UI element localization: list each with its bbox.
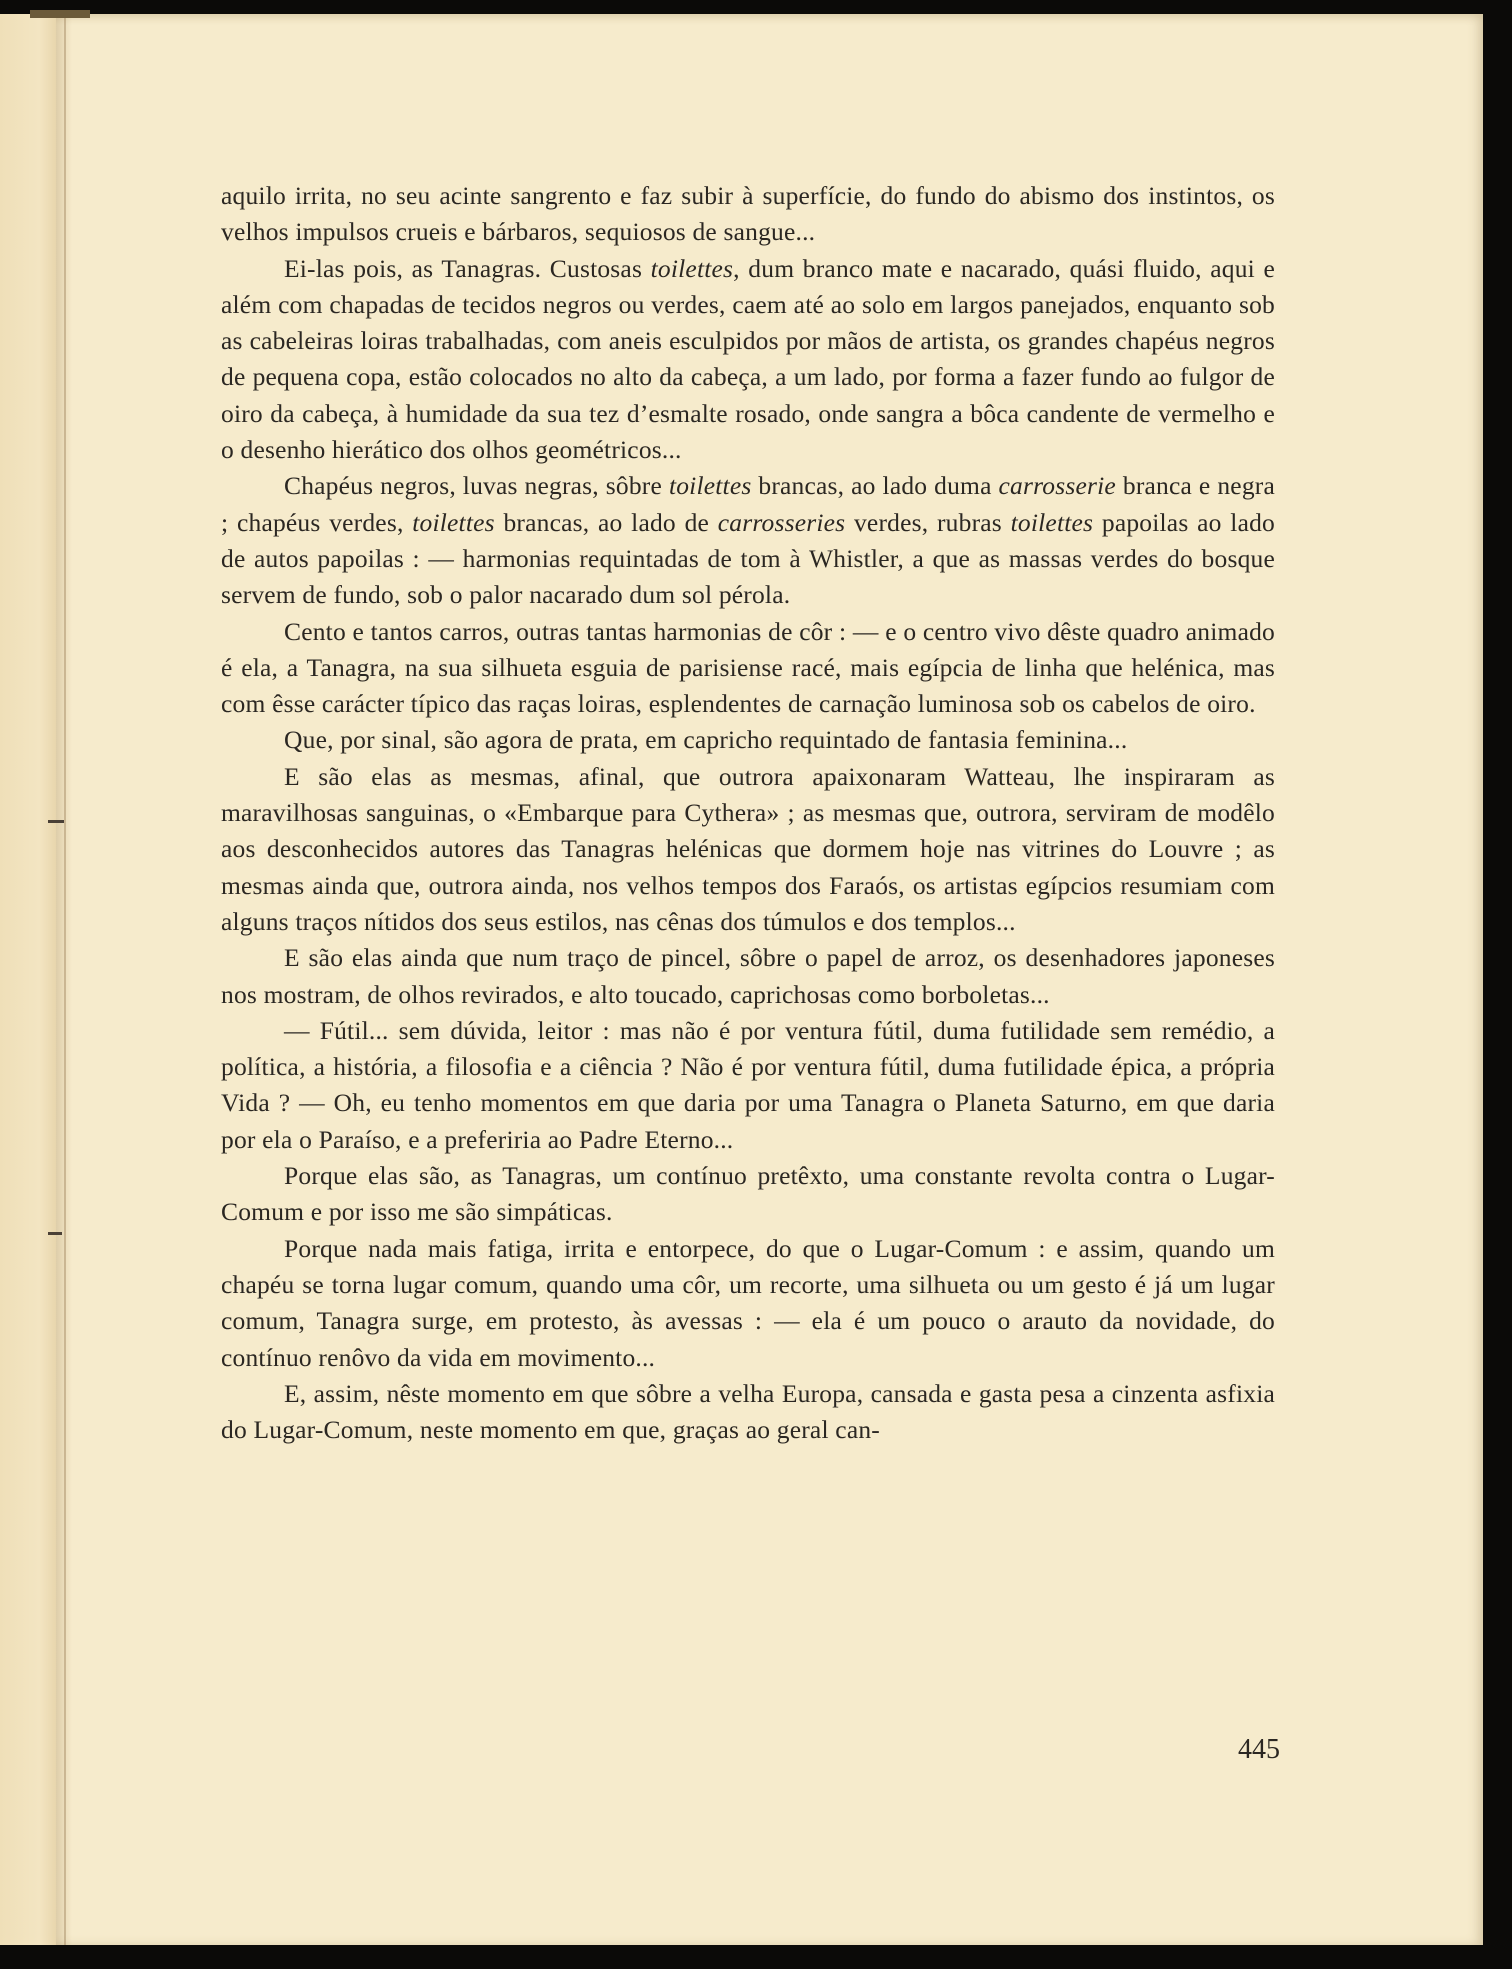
binding-mark <box>48 820 64 823</box>
page-number: 445 <box>1238 1734 1280 1765</box>
paragraph <box>221 468 1275 613</box>
paragraph: E, assim, nêste momento em que sôbre a velha Europa, cansada e gasta pesa a cinzenta asfixia do Lugar-Comum, neste momento em que, graças ao geral can- <box>221 1378 1275 1445</box>
text-run: brancas, ao lado duma <box>751 471 999 501</box>
italic-term: toilettes <box>668 471 752 501</box>
text-run: verdes, rubras <box>845 507 1011 537</box>
text-run: branca e negra ; chapéus verdes, <box>221 471 1275 537</box>
page-stack-edge <box>0 14 56 1945</box>
paragraph: E são elas as mesmas, afinal, que outrora apaixonaram Watteau, lhe inspiraram as maravilhosas sanguinas, o «Embarque para Cythera» ; as mesmas que, outrora, serviram de modêlo aos desconhecidos autores das Tanagras helénicas que dormem hoje nas vitrines do Louvre ; as mesmas ainda que, outrora ainda, nos velhos tempos dos Faraós, os artistas egípcios resumiam com alguns traços nítidos dos seus estilos, nas cênas dos túmulos e dos templos... <box>221 761 1275 936</box>
text-run: Chapéus negros, luvas negras, sôbre <box>284 471 669 501</box>
corner-mark <box>30 10 90 18</box>
paragraph <box>221 251 1275 469</box>
italic-term: toilettes <box>650 253 734 283</box>
italic-term: carrosserie <box>998 471 1116 501</box>
italic-term: toilettes <box>412 507 495 537</box>
page-gutter-line <box>64 14 66 1945</box>
paragraph: Que, por sinal, são agora de prata, em capricho requintado de fantasia feminina... <box>284 725 1128 755</box>
italic-term: toilettes <box>1010 507 1094 537</box>
text-run: papoilas ao lado de autos papoilas : — harmonias requintadas de tom à Whistler, a que as massas verdes do bosque servem de fundo, sob o palor nacarado dum sol pérola. <box>221 507 1276 610</box>
paragraph: aquilo irrita, no seu acinte sangrento e faz subir à superfície, do fundo do abismo dos instintos, os velhos impulsos crueis e bárbaros, sequiosos de sangue... <box>221 181 1275 247</box>
italic-term: carrosseries <box>717 507 846 537</box>
text-run: , dum branco mate e nacarado, quási fluido, aqui e além com chapadas de tecidos negros ou verdes, caem até ao solo em largos panejados, enquanto sob as cabeleiras loiras trabalhadas, com aneis esculpidos por mãos de artista, os grandes chapéus negros de pequena copa, estão colocados no alto da cabeça, a um lado, por forma a fazer fundo ao fulgor de oiro da cabeça, à humidade da sua tez d’esmalte rosado, onde sangra a bôca candente de vermelho e o desenho hierático dos olhos geométricos... <box>221 253 1275 465</box>
paragraph: Porque nada mais fatiga, irrita e entorpece, do que o Lugar-Comum : e assim, quando um chapéu se torna lugar comum, quando uma côr, um recorte, uma silhueta ou um gesto é já um lugar comum, Tanagra surge, em protesto, às avessas : — ela é um pouco o arauto da novidade, do contínuo renôvo da vida em movimento... <box>221 1233 1275 1372</box>
binding-mark <box>48 1232 62 1235</box>
body-text <box>221 178 1275 1448</box>
paragraph: E são elas ainda que num traço de pincel, sôbre o papel de arroz, os desenhadores japoneses nos mostram, de olhos revirados, e alto toucado, caprichosas como borboletas... <box>221 943 1275 1009</box>
paragraph: Cento e tantos carros, outras tantas harmonias de côr : — e o centro vivo dêste quadro animado é ela, a Tanagra, na sua silhueta esguia de parisiense racé, mais egípcia de linha que helénica, mas com êsse carácter típico das raças loiras, esplendentes de carnação luminosa sob os cabelos de oiro. <box>221 616 1275 719</box>
paragraph: — Fútil... sem dúvida, leitor : mas não é por ventura fútil, duma futilidade sem remédio, a política, a história, a filosofia e a ciência ? Não é por ventura fútil, duma futilidade épica, a própria Vida ? — Oh, eu tenho momentos em que daria por uma Tanagra o Planeta Saturno, em que daria por ela o Paraíso, e a preferiria ao Padre Eterno... <box>221 1015 1275 1154</box>
text-run: Ei-las pois, as Tanagras. Custosas <box>284 253 651 283</box>
paragraph: Porque elas são, as Tanagras, um contínuo pretêxto, uma constante revolta contra o Lugar-Comum e por isso me são simpáticas. <box>221 1161 1275 1227</box>
text-run: brancas, ao lado de <box>494 507 718 537</box>
